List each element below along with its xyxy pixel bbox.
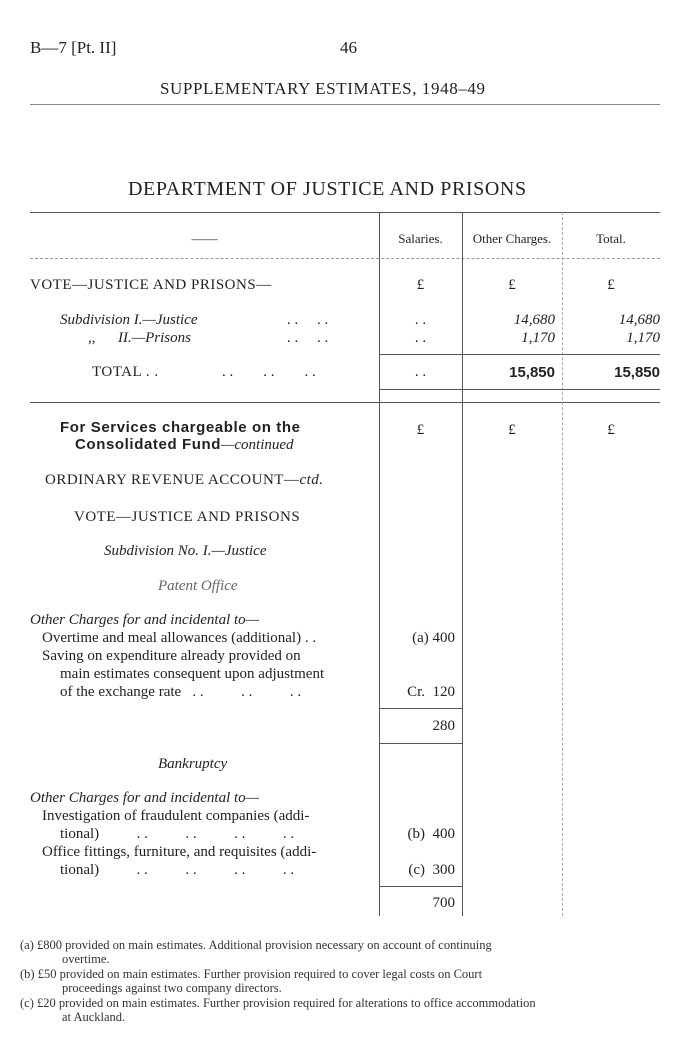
account-ctd: ctd. xyxy=(299,472,324,488)
summary-row-salaries: . . xyxy=(414,312,427,328)
summary-total-other: 15,850 xyxy=(509,364,555,381)
continued-label: —continued xyxy=(221,437,294,453)
salaries-header: Salaries. xyxy=(398,231,443,246)
table-header-rule xyxy=(30,258,660,259)
account-label: ORDINARY REVENUE ACCOUNT— xyxy=(45,472,300,488)
summary-vote-label: VOTE—JUSTICE AND PRISONS— xyxy=(30,277,272,293)
summary-row-total: 14,680 xyxy=(618,312,660,328)
bankruptcy-title: Bankruptcy xyxy=(158,756,228,772)
summary-currency-total: £ xyxy=(607,277,615,293)
patent-office-line: main estimates consequent upon adjustment xyxy=(60,666,325,682)
table-top-rule xyxy=(30,212,660,213)
detail-currency-other: £ xyxy=(508,422,516,438)
detail-currency-salaries: £ xyxy=(416,422,425,438)
summary-total-rule xyxy=(379,389,660,390)
summary-row-label: ,, II.—Prisons xyxy=(88,330,191,346)
summary-currency-other: £ xyxy=(508,277,516,293)
bankruptcy-line: tional) . . . . . . . . xyxy=(60,826,295,842)
summary-row-other: 1,170 xyxy=(521,330,555,346)
summary-total-label: TOTAL . . xyxy=(92,364,159,380)
services-heading: For Services chargeable on the xyxy=(60,419,301,436)
page-reference: B—7 [Pt. II] xyxy=(30,38,117,57)
summary-currency-salaries: £ xyxy=(416,277,425,293)
summary-total-dots: . . . . . . xyxy=(222,364,316,380)
bankruptcy-value: (c) 300 xyxy=(408,862,455,878)
bankruptcy-subtotal: 700 xyxy=(432,895,455,911)
bankruptcy-line: Investigation of fraudulent companies (addi- xyxy=(42,808,310,824)
summary-row-other: 14,680 xyxy=(513,312,555,328)
footnote-continuation: proceedings against two company directors. xyxy=(62,981,282,995)
summary-total-total: 15,850 xyxy=(614,364,660,381)
summary-total-salaries: . . xyxy=(414,364,427,380)
bankruptcy-line: Office fittings, furniture, and requisites (addi- xyxy=(42,844,317,860)
patent-office-subtotal-rule xyxy=(379,708,462,709)
patent-office-total-rule xyxy=(379,743,462,744)
patent-office-value: Cr. 120 xyxy=(407,684,455,700)
department-title: DEPARTMENT OF JUSTICE AND PRISONS xyxy=(128,178,527,200)
bankruptcy-intro: Other Charges for and incidental to— xyxy=(30,790,260,806)
footnote: (a) £800 provided on main estimates. Additional provision necessary on account of continuing xyxy=(20,938,492,952)
patent-office-subtotal: 280 xyxy=(432,718,455,734)
subdivision-heading: Subdivision No. I.—Justice xyxy=(104,543,267,559)
summary-row-label: Subdivision I.—Justice xyxy=(60,312,198,328)
patent-office-line: Overtime and meal allowances (additional) . . xyxy=(42,630,317,646)
bankruptcy-subtotal-rule xyxy=(379,886,462,887)
total-header: Total. xyxy=(596,231,626,246)
description-header: —— xyxy=(191,231,218,246)
patent-office-intro: Other Charges for and incidental to— xyxy=(30,612,260,628)
patent-office-value: (a) 400 xyxy=(412,630,455,646)
services-heading-line2 xyxy=(75,436,294,454)
section-divider-rule xyxy=(30,402,660,403)
detail-currency-total: £ xyxy=(607,422,615,438)
footnote: (c) £20 provided on main estimates. Further provision required for alterations to office accommodation xyxy=(20,996,536,1010)
bankruptcy-value: (b) 400 xyxy=(407,826,455,842)
header-rule xyxy=(30,104,660,105)
summary-row-dots: . . . . xyxy=(287,312,329,328)
other-charges-header: Other Charges. xyxy=(472,231,552,246)
consolidated-fund-label: Consolidated Fund xyxy=(75,436,222,453)
footnote: (b) £50 provided on main estimates. Further provision required to cover legal costs on Court xyxy=(20,967,483,981)
bankruptcy-line: tional) . . . . . . . . xyxy=(60,862,295,878)
summary-row-dots: . . . . xyxy=(287,330,329,346)
patent-office-title: Patent Office xyxy=(158,578,238,594)
vote-heading: VOTE—JUSTICE AND PRISONS xyxy=(74,509,301,525)
footnote-continuation: overtime. xyxy=(62,952,110,966)
summary-row-salaries: . . xyxy=(414,330,427,346)
account-heading xyxy=(45,472,324,489)
footnote-continuation: at Auckland. xyxy=(62,1010,126,1024)
patent-office-line: of the exchange rate . . . . . . xyxy=(60,684,302,700)
patent-office-line: Saving on expenditure already provided on xyxy=(42,648,301,664)
summary-row-total: 1,170 xyxy=(626,330,660,346)
summary-subtotal-rule xyxy=(379,354,660,355)
page-number: 46 xyxy=(340,38,357,57)
running-title: SUPPLEMENTARY ESTIMATES, 1948–49 xyxy=(160,79,486,98)
